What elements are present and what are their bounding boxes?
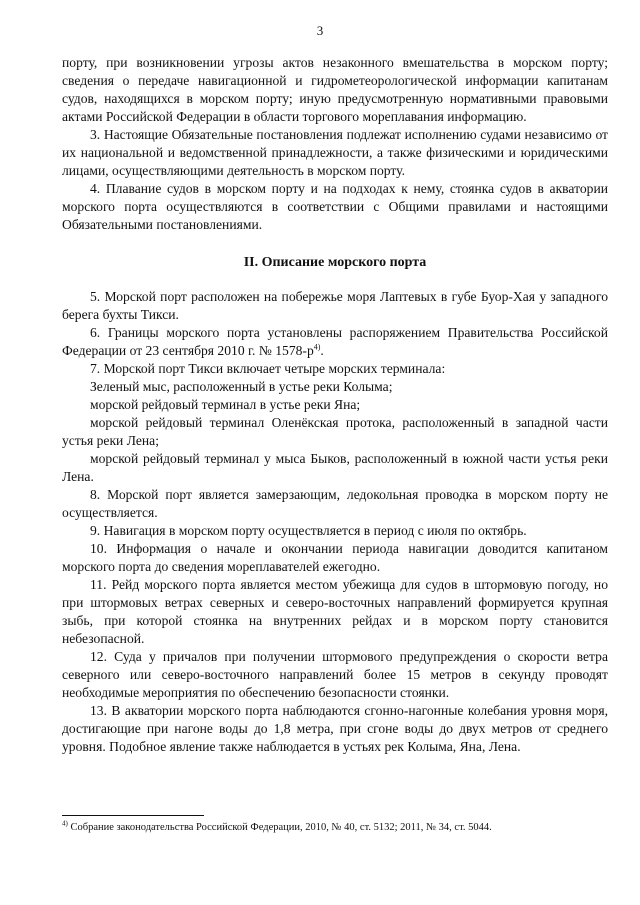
footnote-marker: 4) bbox=[313, 342, 321, 352]
footnote-text: Собрание законодательства Российской Федерации, 2010, № 40, ст. 5132; 2011, № 34, ст. 5044. bbox=[70, 822, 492, 833]
terminal-item: морской рейдовый терминал Оленёкская протока, расположенный в западной части устья реки Лена; bbox=[62, 415, 608, 448]
paragraph: 7. Морской порт Тикси включает четыре морских терминала: bbox=[90, 361, 446, 376]
paragraph: порту, при возникновении угрозы актов незаконного вмешательства в морском порту; сведения о передаче навигационной и гидрометеорологической информации капитанам судов, находящихся в морском порту; иную предусмотренную нормативными правовыми актами Российской Федерации в области торгового мореплавания информацию. bbox=[62, 55, 608, 124]
paragraph-text: 6. Границы морского порта установлены распоряжением Правительства Российской Федерации от 23 сентября 2010 г. № 1578-р bbox=[62, 325, 608, 358]
terminal-item: морской рейдовый терминал в устье реки Яна; bbox=[90, 397, 361, 412]
footnote-divider bbox=[62, 815, 204, 816]
paragraph: 13. В акватории морского порта наблюдаются сгонно-нагонные колебания уровня моря, достигающие при нагоне воды до 1,8 метра, при сгоне воды до двух метров от среднего уровня. Подобное явление также наблюдается в устьях рек Колыма, Яна, Лена. bbox=[62, 703, 608, 754]
paragraph: 11. Рейд морского порта является местом убежища для судов в штормовую погоду, но при штормовых ветрах северных и северо-восточных направлений формируется крупная зыбь, при которой стоянка на внутренних рейдах и в морском порту становится небезопасной. bbox=[62, 577, 608, 646]
paragraph-text-end: . bbox=[320, 343, 324, 358]
paragraph: 10. Информация о начале и окончании периода навигации доводится капитаном морского порта до сведения мореплавателей ежегодно. bbox=[62, 541, 608, 574]
terminal-item: Зеленый мыс, расположенный в устье реки Колыма; bbox=[90, 379, 393, 394]
terminal-item: морской рейдовый терминал у мыса Быков, расположенный в южной части устья реки Лена. bbox=[62, 451, 608, 484]
section-title: II. Описание морского порта bbox=[243, 255, 427, 270]
paragraph: 9. Навигация в морском порту осуществляется в период с июля по октябрь. bbox=[90, 523, 527, 538]
paragraph: 3. Настоящие Обязательные постановления подлежат исполнению судами независимо от их национальной и ведомственной принадлежности, а также физическими и юридическими лицами, осуществляющими деятельность в морском порту. bbox=[62, 127, 608, 178]
paragraph: 4. Плавание судов в морском порту и на подходах к нему, стоянка судов в акватории морского порта осуществляются в соответствии с Общими правилами и настоящими Обязательными постановлениями. bbox=[62, 181, 608, 232]
footnote bbox=[62, 819, 608, 833]
footnote-marker: 4) bbox=[62, 819, 68, 828]
page-number: 3 bbox=[316, 23, 324, 38]
paragraph: 12. Суда у причалов при получении штормового предупреждения о скорости ветра северного или северо-восточного направлений более 15 метров в секунду проводят необходимые мероприятия по обеспечению безопасности стоянки. bbox=[62, 649, 608, 700]
paragraph: 8. Морской порт является замерзающим, ледокольная проводка в морском порту не осуществляется. bbox=[62, 487, 608, 520]
paragraph: 5. Морской порт расположен на побережье моря Лаптевых в губе Буор-Хая у западного берега бухты Тикси. bbox=[62, 289, 608, 322]
document-body bbox=[62, 54, 608, 756]
paragraph bbox=[62, 324, 608, 360]
